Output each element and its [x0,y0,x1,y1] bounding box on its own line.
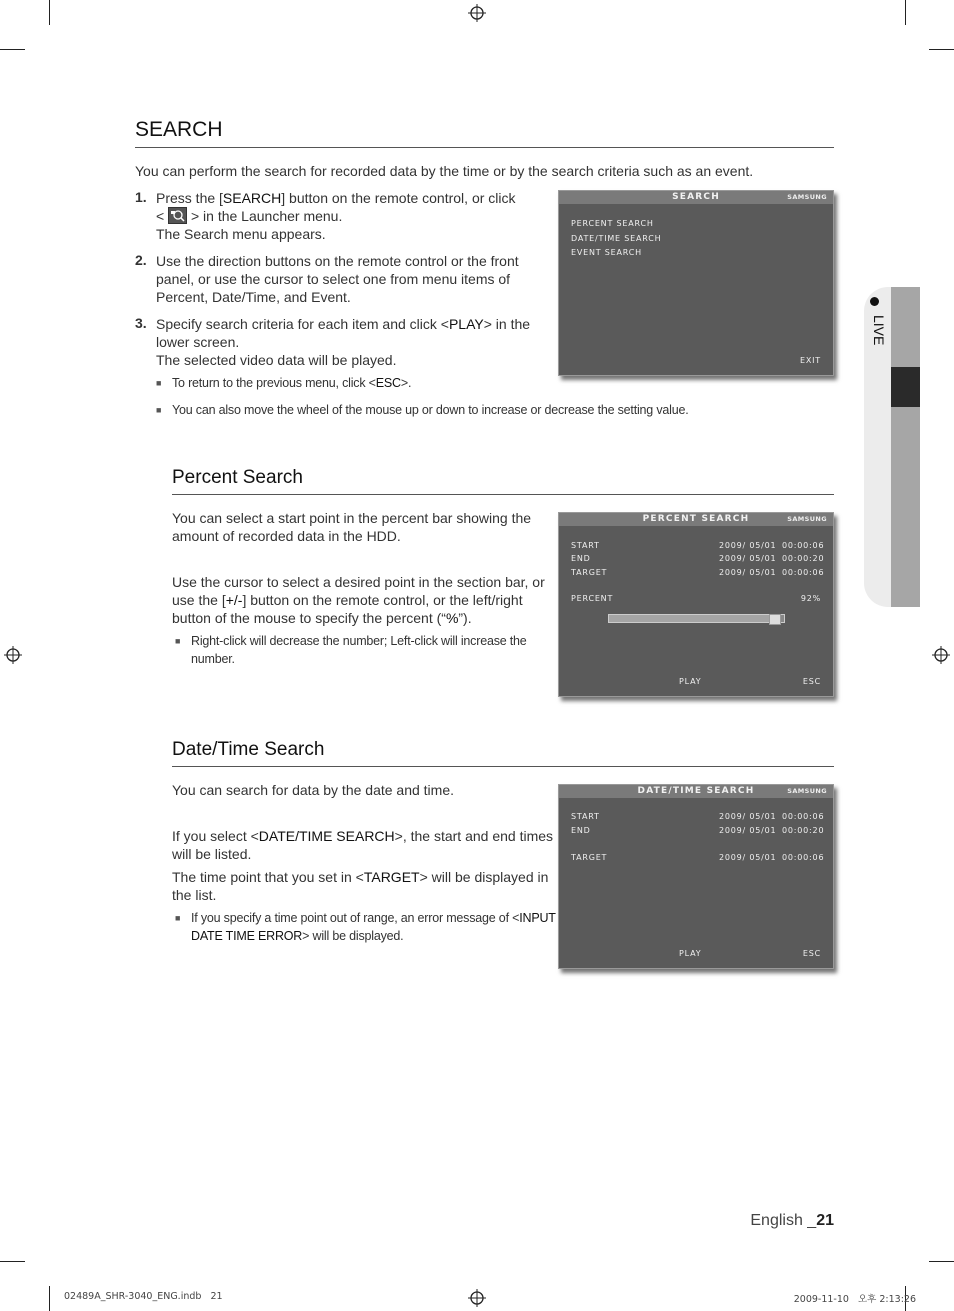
datetime-search-screen [558,784,834,969]
step-2-text: Use the direction buttons on the remote control or the front panel, or use the cursor to select one from menu items of Percent, Date/Time, and Event. [156,253,519,305]
row-label: TARGET [571,853,608,862]
key-label: ESC [375,376,401,390]
percent-bar-fill [609,615,770,622]
row-date[interactable]: 2009/ 05/01 [719,812,777,821]
note-text: ■ To return to the previous menu, click <ESC>. [156,376,412,390]
percent-text: Use the cursor to select a desired point in the section bar, or use the [+/-] button on the remote control, or the left/right button of the mouse to specify the percent (“%”). [172,574,545,626]
row-label: TARGET [571,568,608,577]
row-time[interactable]: 00:00:20 [782,826,825,835]
key-label: DATE TIME ERROR [191,929,303,943]
datetime-text: If you select <DATE/TIME SEARCH>, the start and end times will be listed. [172,828,554,862]
key-label: DATE/TIME SEARCH [258,828,395,844]
row-label: END [571,554,591,563]
note-bullet-icon: ■ [175,636,181,646]
crop-mark [0,49,25,50]
crop-mark [929,49,954,50]
esc-button[interactable]: ESC [802,677,821,686]
search-launcher-icon [168,207,187,224]
row-label: START [571,812,600,821]
row-time: 00:00:20 [782,554,825,563]
datetime-text: You can search for data by the date and time. [172,782,455,798]
datetime-text: The time point that you set in <TARGET> will be displayed in the list. [172,869,549,903]
percent-bar-handle[interactable] [769,614,781,625]
crop-mark [49,1286,50,1311]
row-date[interactable]: 2009/ 05/01 [719,853,777,862]
bullet-icon [870,297,879,306]
key-label: SEARCH [222,190,282,206]
screen-title: SEARCH [672,192,720,202]
title-rule [172,766,834,767]
step-3-text: Specify search criteria for each item and click <PLAY> in the lower screen. The selected video data will be played. [156,316,531,368]
crop-mark [49,0,50,25]
screen-title: DATE/TIME SEARCH [637,786,755,796]
row-date: 2009/ 05/01 [719,541,777,550]
search-menu-screen [558,190,834,376]
side-tab-bar [891,287,920,607]
row-date[interactable]: 2009/ 05/01 [719,826,777,835]
note-text: ■ If you specify a time point out of range, an error message of <INPUT DATE TIME ERROR> will be displayed. [175,911,556,943]
note-text: ■ Right-click will decrease the number; Left-click will increase the number. [175,634,527,666]
row-time[interactable]: 00:00:06 [782,853,825,862]
intro-text: You can perform the search for recorded data by the time or by the search criteria such as an event. [135,163,754,179]
side-tab-marker [891,367,920,407]
title-rule [135,147,834,148]
play-button[interactable]: PLAY [679,677,702,686]
registration-mark-icon [932,646,950,664]
subsection-title: Date/Time Search [172,739,325,760]
brand-logo: SAMSUNG [787,787,827,795]
key-label: TARGET [363,869,420,885]
subsection-title: Percent Search [172,467,303,488]
play-button[interactable]: PLAY [679,949,702,958]
percent-value: 92% [800,594,821,603]
note-bullet-icon: ■ [156,378,162,388]
crop-mark [0,1261,25,1262]
row-time[interactable]: 00:00:06 [782,812,825,821]
menu-item-percent-search[interactable]: PERCENT SEARCH [571,219,654,228]
key-label: INPUT [519,911,556,925]
percent-search-screen [558,512,834,697]
percent-label: PERCENT [571,594,614,603]
screen-title: PERCENT SEARCH [642,514,750,524]
step-number: 2. [135,252,147,268]
esc-button[interactable]: ESC [802,949,821,958]
registration-mark-icon [468,1289,486,1307]
key-label: +/- [225,592,243,608]
print-slug: 2009-11-10 오후 2:13:26 [793,1294,916,1305]
row-date: 2009/ 05/01 [719,568,777,577]
note-bullet-icon: ■ [156,405,162,415]
note-text: ■ You can also move the wheel of the mouse up or down to increase or decrease the setting value. [156,403,689,417]
row-label: START [571,541,600,550]
title-rule [172,494,834,495]
registration-mark-icon [468,4,486,22]
key-label: % [445,610,459,626]
crop-mark [905,0,906,25]
row-time: 00:00:06 [782,568,825,577]
row-time: 00:00:06 [782,541,825,550]
key-label: PLAY [448,316,484,332]
row-label: END [571,826,591,835]
brand-logo: SAMSUNG [787,515,827,523]
brand-logo: SAMSUNG [787,193,827,201]
percent-bar[interactable] [608,614,785,623]
registration-mark-icon [4,646,22,664]
step-number: 1. [135,189,147,205]
side-tab-label: LIVE [871,315,887,346]
step-number: 3. [135,315,147,331]
step-1-text: Press the [SEARCH] button on the remote control, or click < > in the Launcher menu. The Search menu appears. [156,190,516,242]
percent-text: You can select a start point in the percent bar showing the amount of recorded data in the HDD. [172,510,532,544]
menu-item-event-search[interactable]: EVENT SEARCH [571,248,642,257]
page-number: English _21 [750,1212,834,1229]
exit-button[interactable]: EXIT [800,356,821,365]
note-bullet-icon: ■ [175,913,181,923]
print-slug: 02489A_SHR-3040_ENG.indb 21 [64,1291,223,1302]
menu-item-datetime-search[interactable]: DATE/TIME SEARCH [571,234,662,243]
section-title: SEARCH [135,118,223,141]
crop-mark [929,1261,954,1262]
row-date: 2009/ 05/01 [719,554,777,563]
